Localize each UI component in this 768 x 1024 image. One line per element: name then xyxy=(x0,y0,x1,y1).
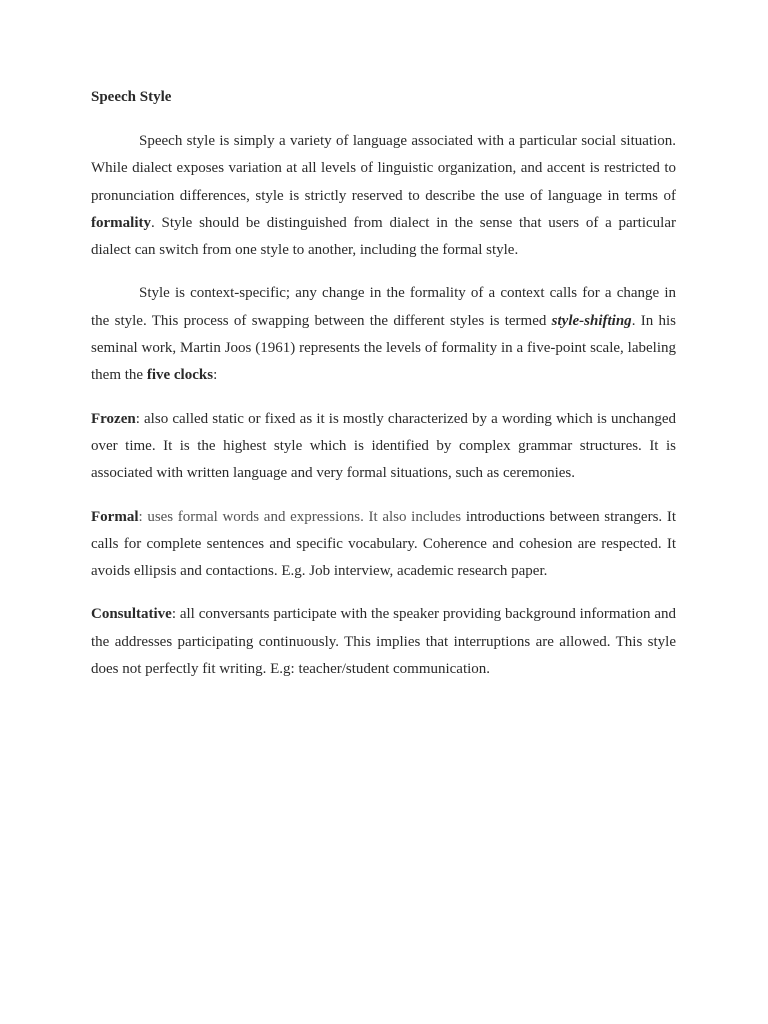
term-consultative: Consultative xyxy=(91,606,172,623)
term-formal: Formal xyxy=(91,508,139,525)
definition-text: : all conversants participate with the speaker providing background information and the addresses participating continuously. This implies that interruptions are allowed. This style does not perfectly fit writing. E.g: teacher/student communication. xyxy=(91,606,676,678)
document-page xyxy=(91,85,676,683)
definition-text: : also called static or fixed as it is mostly characterized by a wording which is unchanged over time. It is the highest style which is identified by complex grammar structures. It is associated with written language and very formal situations, such as ceremonies. xyxy=(91,410,676,482)
definition-consultative xyxy=(91,601,676,683)
paragraph-definition xyxy=(91,128,676,264)
document-title: Speech Style xyxy=(91,89,172,105)
emphasis-five-clocks: five clocks xyxy=(146,367,214,384)
definition-text-muted: : uses formal words and expressions. It also includes xyxy=(138,508,462,525)
definition-text: introductions between strangers. It calls for complete sentences and specific vocabulary. Coherence and cohesion are respected. It avoids ellipsis and contactions. E.g. Job interview, academic research paper. xyxy=(91,508,677,580)
emphasis-style-shifting: style-shifting xyxy=(551,312,632,329)
term-frozen: Frozen xyxy=(91,410,136,427)
paragraph-style-shifting xyxy=(91,280,676,389)
paragraph-text: . In his seminal work, Martin Joos (1961) represents the levels of formality in a five-point scale, labeling them the xyxy=(91,312,677,384)
definition-formal xyxy=(91,504,676,586)
paragraph-text: . Style should be distinguished from dialect in the sense that users of a particular dialect can switch from one style to another, including the formal style. xyxy=(91,214,676,259)
paragraph-text: Speech style is simply a variety of language associated with a particular social situation. While dialect exposes variation at all levels of linguistic organization, and accent is restricted to pronunciation differences, style is strictly reserved to describe the use of language in terms of xyxy=(91,133,676,204)
emphasis-formality: formality xyxy=(91,214,151,231)
paragraph-text: Style is context-specific; any change in the formality of a context calls for a change in the style. This process of swapping between the different styles is termed xyxy=(91,285,676,329)
paragraph-text: : xyxy=(213,367,218,384)
definition-frozen xyxy=(91,406,676,488)
